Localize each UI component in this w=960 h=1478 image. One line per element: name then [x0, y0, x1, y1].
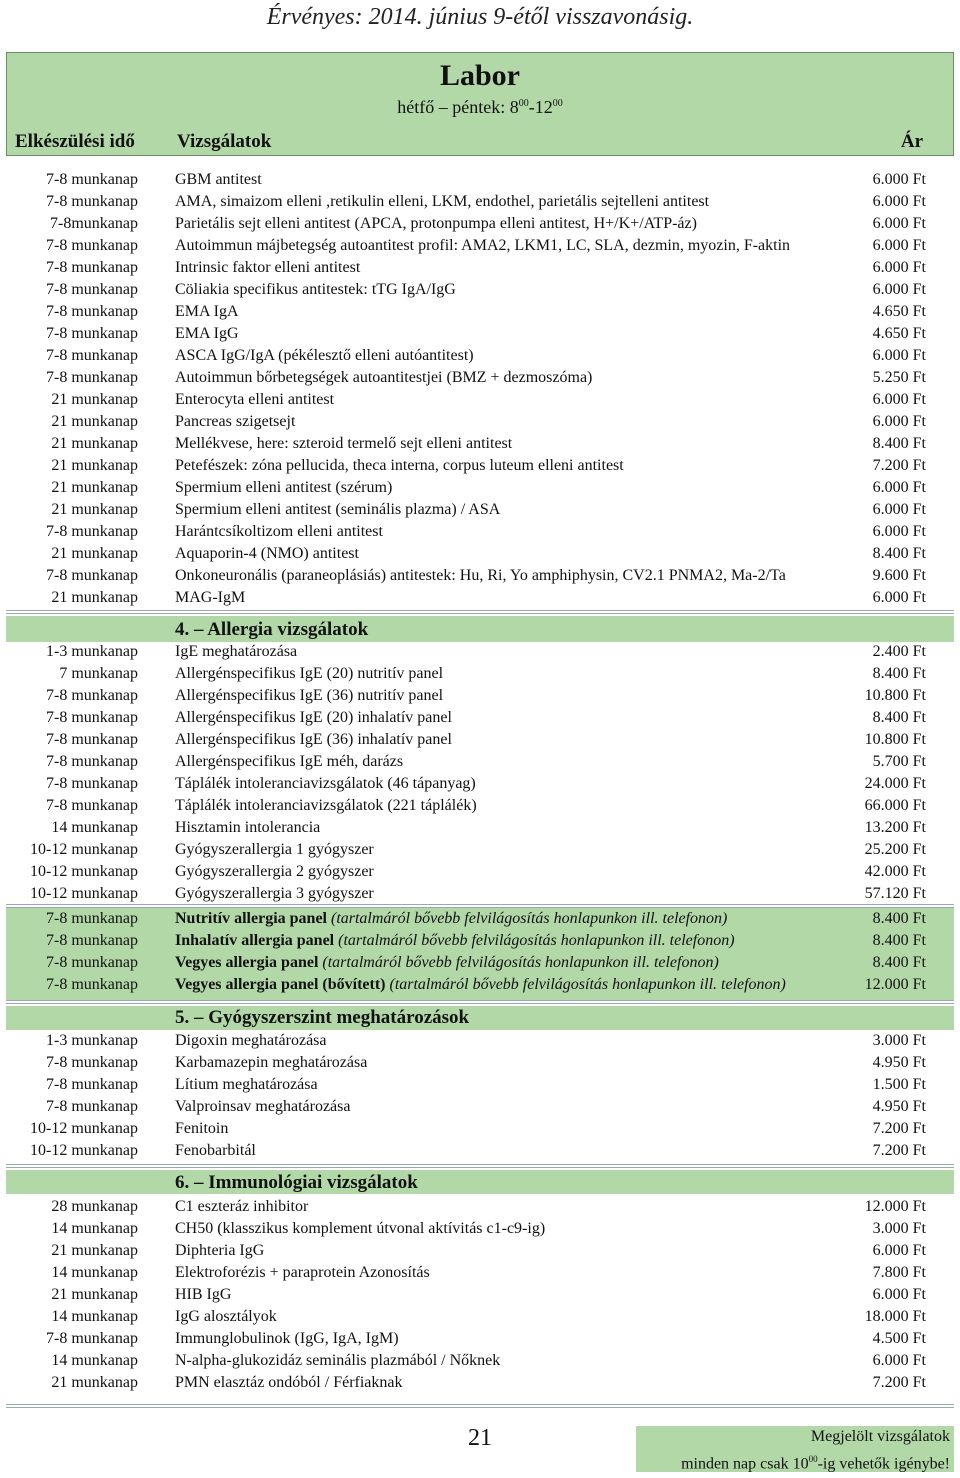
turnaround-time: 7-8 munkanap	[46, 281, 138, 298]
test-price: 9.600 Ft	[872, 567, 926, 584]
table-row	[0, 367, 960, 389]
test-price: 6.000 Ft	[872, 237, 926, 254]
test-price: 13.200 Ft	[864, 819, 926, 836]
test-price: 6.000 Ft	[872, 391, 926, 408]
test-price: 4.950 Ft	[872, 1098, 926, 1115]
table-row	[0, 861, 960, 883]
table-row	[0, 1328, 960, 1350]
turnaround-time: 10-12 munkanap	[30, 1120, 138, 1137]
panel-row	[0, 908, 960, 930]
turnaround-time: 7-8 munkanap	[46, 1076, 138, 1093]
panel-description	[175, 974, 786, 996]
test-price: 6.000 Ft	[872, 171, 926, 188]
panel-note: (tartalmáról bővebb felvilágosítás honlapunkon ill. telefonon)	[322, 954, 719, 971]
table-row	[0, 1196, 960, 1218]
test-name: Cöliakia specifikus antitestek: tTG IgA/IgG	[175, 281, 456, 298]
test-name: PMN elasztáz ondóból / Férfiaknak	[175, 1374, 403, 1391]
turnaround-time: 21 munkanap	[51, 1374, 138, 1391]
table-row	[0, 1350, 960, 1372]
test-price: 8.400 Ft	[872, 435, 926, 452]
test-name: Elektroforézis + paraprotein Azonosítás	[175, 1264, 430, 1281]
table-row	[0, 257, 960, 279]
test-name: Digoxin meghatározása	[175, 1032, 327, 1049]
test-name: EMA IgG	[175, 325, 239, 342]
table-row	[0, 213, 960, 235]
turnaround-time: 7-8 munkanap	[46, 976, 138, 993]
table-row	[0, 345, 960, 367]
test-price: 4.500 Ft	[872, 1330, 926, 1347]
turnaround-time: 21 munkanap	[51, 1242, 138, 1259]
test-name: Fenitoin	[175, 1120, 229, 1137]
table-row	[0, 279, 960, 301]
table-row	[0, 641, 960, 663]
test-name: ASCA IgG/IgA (pékélesztő elleni autóantitest)	[175, 347, 474, 364]
table-row	[0, 883, 960, 905]
validity-notice: Érvényes: 2014. június 9-étől visszavonásig.	[266, 4, 694, 30]
section-band	[6, 616, 954, 642]
panel-name: Nutritív allergia panel	[175, 910, 327, 927]
test-name: IgE meghatározása	[175, 643, 298, 660]
section-title: 4. – Allergia vizsgálatok	[175, 619, 369, 640]
turnaround-time: 7-8 munkanap	[46, 797, 138, 814]
test-name: N-alpha-glukozidáz seminális plazmából / Nőknek	[175, 1352, 501, 1369]
panel-name: Vegyes allergia panel (bővített)	[175, 976, 386, 993]
test-name: Parietális sejt elleni antitest (APCA, protonpumpa elleni antitest, H+/K+/ATP-áz)	[175, 215, 697, 232]
test-name: Spermium elleni antitest (szérum)	[175, 479, 393, 496]
turnaround-time: 7-8munkanap	[50, 215, 138, 232]
test-price: 6.000 Ft	[872, 1242, 926, 1259]
test-name: Onkoneuronális (paraneoplásiás) antitestek: Hu, Ri, Yo amphiphysin, CV2.1 PNMA2, Ma-2/Ta	[175, 567, 786, 584]
test-name: Táplálék intoleranciavizsgálatok (46 tápanyag)	[175, 775, 476, 792]
panel-note: (tartalmáról bővebb felvilágosítás honlapunkon ill. telefonon)	[389, 976, 786, 993]
table-row	[0, 1118, 960, 1140]
table-row	[0, 1096, 960, 1118]
test-name: IgG alosztályok	[175, 1308, 277, 1325]
turnaround-time: 7-8 munkanap	[46, 567, 138, 584]
panel-row	[0, 930, 960, 952]
turnaround-time: 7-8 munkanap	[46, 1330, 138, 1347]
panel-row	[0, 974, 960, 996]
turnaround-time: 21 munkanap	[51, 391, 138, 408]
section-title: 6. – Immunológiai vizsgálatok	[175, 1172, 418, 1193]
test-name: EMA IgA	[175, 303, 239, 320]
column-header-time: Elkészülési idő	[15, 131, 135, 152]
section-title: 5. – Gyógyszerszint meghatározások	[175, 1007, 470, 1028]
table-row	[0, 191, 960, 213]
table-row	[0, 663, 960, 685]
table-row	[0, 301, 960, 323]
table-row	[0, 169, 960, 191]
bottom-divider	[6, 1404, 954, 1408]
table-row	[0, 1240, 960, 1262]
turnaround-time: 1-3 munkanap	[46, 1032, 138, 1049]
test-name: Allergénspecifikus IgE méh, darázs	[175, 753, 404, 770]
table-row	[0, 707, 960, 729]
footer-note: Megjelölt vizsgálatok minden nap csak $10^{00}-ig$ vehetők igénybe!	[636, 1426, 954, 1472]
test-name: Hisztamin intolerancia	[175, 819, 321, 836]
table-row	[0, 685, 960, 707]
test-name: MAG-IgM	[175, 589, 246, 606]
test-name: Mellékvese, here: szteroid termelő sejt elleni antitest	[175, 435, 513, 452]
table-row	[0, 817, 960, 839]
turnaround-time: 7-8 munkanap	[46, 237, 138, 254]
test-price: 8.400 Ft	[872, 545, 926, 562]
panel-description	[175, 952, 719, 974]
table-row	[0, 773, 960, 795]
turnaround-time: 7-8 munkanap	[46, 259, 138, 276]
section-divider	[6, 610, 954, 614]
turnaround-time: 7-8 munkanap	[46, 325, 138, 342]
table-row	[0, 1030, 960, 1052]
test-price: 4.650 Ft	[872, 303, 926, 320]
turnaround-time: 7-8 munkanap	[46, 347, 138, 364]
test-name: Táplálék intoleranciavizsgálatok (221 táplálék)	[175, 797, 477, 814]
turnaround-time: 7-8 munkanap	[46, 171, 138, 188]
test-price: 6.000 Ft	[872, 589, 926, 606]
section-band	[6, 1006, 954, 1030]
section-divider	[6, 1164, 954, 1168]
turnaround-time: 10-12 munkanap	[30, 885, 138, 902]
turnaround-time: 7-8 munkanap	[46, 775, 138, 792]
turnaround-time: 7-8 munkanap	[46, 932, 138, 949]
page-title: Labor	[439, 59, 520, 92]
panel-description	[175, 908, 727, 930]
table-row	[0, 1284, 960, 1306]
test-name: CH50 (klasszikus komplement útvonal aktívitás c1-c9-ig)	[175, 1220, 546, 1237]
test-price: 6.000 Ft	[872, 281, 926, 298]
turnaround-time: 14 munkanap	[51, 1352, 138, 1369]
table-row	[0, 543, 960, 565]
panel-description	[175, 930, 735, 952]
test-price: 8.400 Ft	[872, 665, 926, 682]
table-row	[0, 521, 960, 543]
test-price: 7.200 Ft	[872, 1120, 926, 1137]
opening-hours: hétfő – péntek: $8^{00}-12^{00}$	[397, 97, 563, 117]
panel-row	[0, 952, 960, 974]
turnaround-time: 7-8 munkanap	[46, 303, 138, 320]
panel-price: 8.400 Ft	[872, 954, 926, 971]
turnaround-time: 21 munkanap	[51, 479, 138, 496]
turnaround-time: 21 munkanap	[51, 413, 138, 430]
test-price: 1.500 Ft	[872, 1076, 926, 1093]
turnaround-time: 28 munkanap	[51, 1198, 138, 1215]
turnaround-time: 21 munkanap	[51, 457, 138, 474]
table-row	[0, 499, 960, 521]
test-price: 3.000 Ft	[872, 1220, 926, 1237]
section-band	[6, 1170, 954, 1194]
panel-price: 8.400 Ft	[872, 932, 926, 949]
panel-price: 8.400 Ft	[872, 910, 926, 927]
test-price: 12.000 Ft	[864, 1198, 926, 1215]
turnaround-time: 21 munkanap	[51, 545, 138, 562]
table-row	[0, 1306, 960, 1328]
test-price: 10.800 Ft	[864, 687, 926, 704]
test-name: Allergénspecifikus IgE (36) nutritív panel	[175, 687, 444, 704]
table-row	[0, 411, 960, 433]
table-row	[0, 565, 960, 587]
column-header-test: Vizsgálatok	[177, 131, 272, 152]
test-price: 25.200 Ft	[864, 841, 926, 858]
test-name: Gyógyszerallergia 3 gyógyszer	[175, 885, 374, 902]
table-row	[0, 389, 960, 411]
turnaround-time: 21 munkanap	[51, 501, 138, 518]
table-row	[0, 751, 960, 773]
test-name: Gyógyszerallergia 1 gyógyszer	[175, 841, 374, 858]
turnaround-time: 7-8 munkanap	[46, 731, 138, 748]
test-price: 57.120 Ft	[864, 885, 926, 902]
test-price: 7.200 Ft	[872, 1374, 926, 1391]
test-price: 42.000 Ft	[864, 863, 926, 880]
turnaround-time: 14 munkanap	[51, 819, 138, 836]
turnaround-time: 21 munkanap	[51, 435, 138, 452]
test-name: Diphteria IgG	[175, 1242, 265, 1259]
test-name: HIB IgG	[175, 1286, 232, 1303]
test-price: 5.250 Ft	[872, 369, 926, 386]
turnaround-time: 21 munkanap	[51, 1286, 138, 1303]
test-price: 2.400 Ft	[872, 643, 926, 660]
turnaround-time: 10-12 munkanap	[30, 1142, 138, 1159]
turnaround-time: 7-8 munkanap	[46, 954, 138, 971]
turnaround-time: 14 munkanap	[51, 1264, 138, 1281]
table-row	[0, 729, 960, 751]
test-price: 18.000 Ft	[864, 1308, 926, 1325]
page-number: 21	[468, 1425, 492, 1451]
table-row	[0, 795, 960, 817]
test-name: GBM antitest	[175, 171, 262, 188]
test-price: 6.000 Ft	[872, 215, 926, 232]
test-name: Fenobarbitál	[175, 1142, 256, 1159]
header-box	[6, 52, 954, 156]
test-price: 6.000 Ft	[872, 523, 926, 540]
panel-note: (tartalmáról bővebb felvilágosítás honlapunkon ill. telefonon)	[338, 932, 735, 949]
table-row	[0, 455, 960, 477]
test-name: C1 eszteráz inhibitor	[175, 1198, 309, 1215]
section-divider	[6, 1000, 954, 1004]
test-name: Valproinsav meghatározása	[175, 1098, 351, 1115]
test-price: 6.000 Ft	[872, 193, 926, 210]
test-price: 8.400 Ft	[872, 709, 926, 726]
column-header-price: Ár	[900, 131, 923, 152]
table-row	[0, 477, 960, 499]
test-name: Intrinsic faktor elleni antitest	[175, 259, 361, 276]
test-price: 6.000 Ft	[872, 1286, 926, 1303]
test-name: AMA, simaizom elleni ,retikulin elleni, LKM, endothel, parietális sejtelleni antitest	[175, 193, 710, 210]
turnaround-time: 21 munkanap	[51, 589, 138, 606]
table-row	[0, 1372, 960, 1394]
table-row	[0, 235, 960, 257]
turnaround-time: 14 munkanap	[51, 1220, 138, 1237]
table-row	[0, 1074, 960, 1096]
test-price: 24.000 Ft	[864, 775, 926, 792]
test-name: Autoimmun bőrbetegségek autoantitestjei (BMZ + dezmoszóma)	[175, 369, 593, 386]
test-price: 6.000 Ft	[872, 413, 926, 430]
turnaround-time: 7-8 munkanap	[46, 687, 138, 704]
test-name: Allergénspecifikus IgE (20) nutritív panel	[175, 665, 444, 682]
turnaround-time: 7-8 munkanap	[46, 523, 138, 540]
turnaround-time: 1-3 munkanap	[46, 643, 138, 660]
test-name: Aquaporin-4 (NMO) antitest	[175, 545, 359, 562]
table-row	[0, 1262, 960, 1284]
table-row	[0, 1052, 960, 1074]
turnaround-time: 7-8 munkanap	[46, 709, 138, 726]
turnaround-time: 7-8 munkanap	[46, 753, 138, 770]
turnaround-time: 7-8 munkanap	[46, 1098, 138, 1115]
table-row	[0, 839, 960, 861]
turnaround-time: 7-8 munkanap	[46, 193, 138, 210]
turnaround-time: 14 munkanap	[51, 1308, 138, 1325]
test-name: Autoimmun májbetegség autoantitest profil: AMA2, LKM1, LC, SLA, dezmin, myozin, F-aktin	[175, 237, 791, 254]
test-name: Enterocyta elleni antitest	[175, 391, 335, 408]
test-name: Karbamazepin meghatározása	[175, 1054, 368, 1071]
test-name: Spermium elleni antitest (seminális plazma) / ASA	[175, 501, 501, 518]
test-name: Pancreas szigetsejt	[175, 413, 296, 430]
test-price: 6.000 Ft	[872, 501, 926, 518]
test-price: 4.650 Ft	[872, 325, 926, 342]
test-price: 4.950 Ft	[872, 1054, 926, 1071]
turnaround-time: 10-12 munkanap	[30, 841, 138, 858]
turnaround-time: 7 munkanap	[59, 665, 138, 682]
test-price: 7.800 Ft	[872, 1264, 926, 1281]
test-price: 6.000 Ft	[872, 259, 926, 276]
test-name: Allergénspecifikus IgE (36) inhalatív panel	[175, 731, 452, 748]
turnaround-time: 7-8 munkanap	[46, 910, 138, 927]
test-price: 6.000 Ft	[872, 479, 926, 496]
table-row	[0, 1140, 960, 1162]
table-row	[0, 1218, 960, 1240]
test-price: 66.000 Ft	[864, 797, 926, 814]
test-price: 6.000 Ft	[872, 1352, 926, 1369]
test-name: Harántcsíkoltizom elleni antitest	[175, 523, 383, 540]
table-row	[0, 587, 960, 609]
panel-name: Vegyes allergia panel	[175, 954, 319, 971]
turnaround-time: 10-12 munkanap	[30, 863, 138, 880]
table-row	[0, 323, 960, 345]
test-name: Immunglobulinok (IgG, IgA, IgM)	[175, 1330, 399, 1347]
turnaround-time: 7-8 munkanap	[46, 369, 138, 386]
test-price: 3.000 Ft	[872, 1032, 926, 1049]
test-name: Allergénspecifikus IgE (20) inhalatív panel	[175, 709, 452, 726]
test-price: 10.800 Ft	[864, 731, 926, 748]
test-name: Lítium meghatározása	[175, 1076, 318, 1093]
test-price: 5.700 Ft	[872, 753, 926, 770]
test-price: 6.000 Ft	[872, 347, 926, 364]
turnaround-time: 7-8 munkanap	[46, 1054, 138, 1071]
panel-name: Inhalatív allergia panel	[175, 932, 335, 949]
test-price: 7.200 Ft	[872, 1142, 926, 1159]
test-name: Gyógyszerallergia 2 gyógyszer	[175, 863, 374, 880]
test-name: Petefészek: zóna pellucida, theca interna, corpus luteum elleni antitest	[175, 457, 624, 474]
panel-price: 12.000 Ft	[864, 976, 926, 993]
panel-note: (tartalmáról bővebb felvilágosítás honlapunkon ill. telefonon)	[330, 910, 728, 927]
test-price: 7.200 Ft	[872, 457, 926, 474]
table-row	[0, 433, 960, 455]
